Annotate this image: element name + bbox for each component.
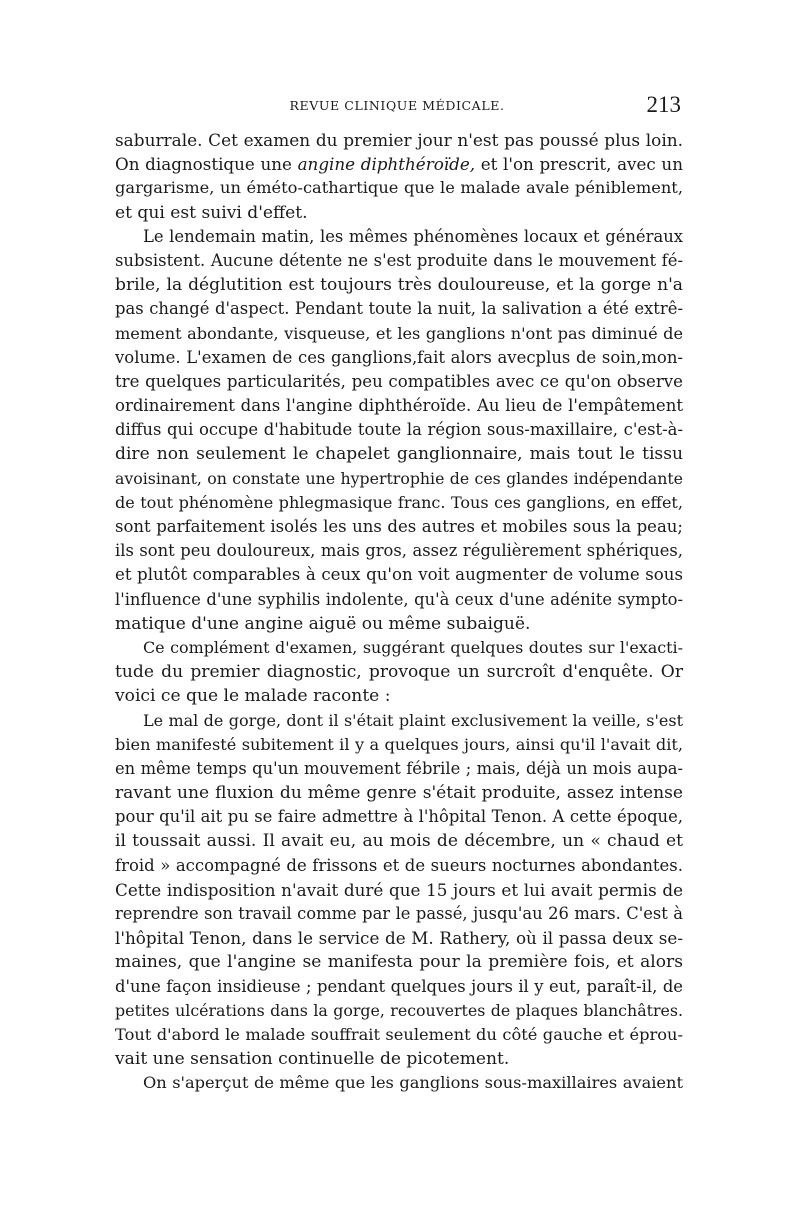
italic-term: angine diphthéroïde, [297,154,476,175]
text-line: froid » accompagné de frissons et de sueurs nocturnes abondantes. [115,855,683,875]
paragraph-start: On s'aperçut de même que les ganglions sous-maxillaires avaient [143,1073,683,1093]
text-line: diffus qui occupe d'habitude toute la région sous-maxillaire, c'est-à- [115,420,683,440]
text-line: reprendre son travail comme par le passé, jusqu'au 26 mars. C'est à [115,904,683,923]
text-line: petites ulcérations dans la gorge, recouvertes de plaques blanchâtres. [115,1000,683,1020]
text-line: ordinairement dans l'angine diphthéroïde. Au lieu de l'empâtement [115,396,683,416]
text-line: sont parfaitement isolés les uns des autres et mobiles sous la peau; [115,517,683,536]
text-line: et qui est suivi d'effet. [115,202,308,223]
text-line: ravant une fluxion du même genre s'était produite, assez intense [115,783,683,804]
paragraph-start: Le mal de gorge, dont il s'était plaint exclusivement la veille, s'est [143,710,683,730]
running-head [113,92,681,122]
text-line: en même temps qu'un mouvement fébrile ; mais, déjà un mois aupa- [115,758,683,778]
text-line: maines, que l'angine se manifesta pour la première fois, et alors [115,952,683,973]
paragraph-start: Le lendemain matin, les mêmes phénomènes locaux et généraux [143,226,683,246]
text-line: Cette indisposition n'avait duré que 15 jours et lui avait permis de [115,879,683,900]
text-line: volume. L'examen de ces ganglions,fait alors avecplus de soin,mon- [115,347,683,367]
paragraph-start: Ce complément d'examen, suggérant quelques doutes sur l'exacti- [143,637,683,657]
text-line: mement abondante, visqueuse, et les ganglions n'ont pas diminué de [115,323,683,343]
text-fragment: et l'on prescrit, avec un [475,154,683,175]
text-line: de tout phénomène phlegmasique franc. Tous ces ganglions, en effet, [115,492,683,512]
text-line: bien manifesté subitement il y a quelques jours, ainsi qu'il l'avait dit, [115,734,683,754]
text-line: saburrale. Cet examen du premier jour n'est pas poussé plus loin. [115,130,683,150]
text-line: voici ce que le malade raconte : [115,686,391,707]
text-line: d'une façon insidieuse ; pendant quelques jours il y eut, paraît-il, de [115,976,683,996]
text-line: avoisinant, on constate une hypertrophie de ces glandes indépendante [115,468,683,488]
text-line: tre quelques particularités, peu compatibles avec ce qu'on observe [115,371,683,391]
text-line: pour qu'il ait pu se faire admettre à l'hôpital Tenon. A cette époque, [115,807,683,827]
text-line: Tout d'abord le malade souffrait seulement du côté gauche et éprou- [115,1024,683,1044]
text-line: il toussait aussi. Il avait eu, au mois de décembre, un « chaud et [115,831,683,852]
text-line: subsistent. Aucune détente ne s'est produite dans le mouvement fé- [115,250,683,270]
page-number: 213 [646,92,681,117]
text-line: vait une sensation continuelle de picotement. [115,1049,510,1070]
text-line: l'influence d'une syphilis indolente, qu'à ceux d'une adénite sympto- [115,589,683,609]
text-line: et plutôt comparables à ceux qu'on voit augmenter de volume sous [115,565,683,585]
text-line: l'hôpital Tenon, dans le service de M. Rathery, où il passa deux se- [115,928,683,949]
text-line: pas changé d'aspect. Pendant toute la nuit, la salivation a été extrê- [115,299,683,319]
text-line: dire non seulement le chapelet ganglionnaire, mais tout le tissu [115,444,683,465]
text-line-italic [115,152,683,176]
text-line: brile, la déglutition est toujours très douloureuse, et la gorge n'a [115,275,683,296]
text-line: matique d'une angine aiguë ou même subaiguë. [115,613,531,634]
running-title: REVUE CLINIQUE MÉDICALE. [289,98,505,113]
text-line: ils sont peu douloureux, mais gros, assez régulièrement sphériques, [115,541,683,561]
text-line: gargarisme, un éméto-cathartique que le malade avale péniblement, [115,178,683,198]
text-line: tude du premier diagnostic, provoque un surcroît d'enquête. Or [115,662,683,683]
body-text [115,128,683,1096]
text-fragment: On diagnostique une [115,154,298,175]
